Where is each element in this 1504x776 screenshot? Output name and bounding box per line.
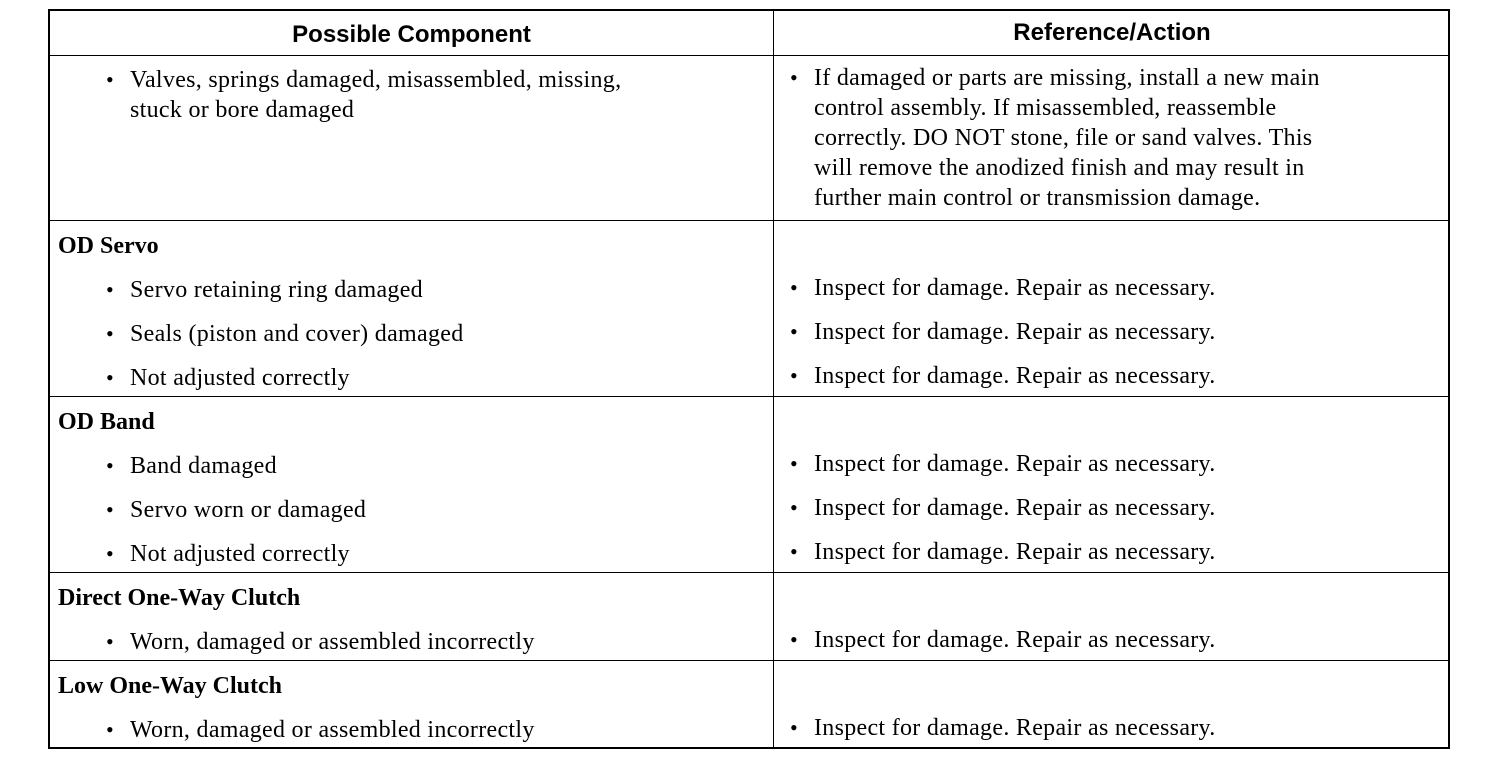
bullet-icon: • [106, 365, 114, 390]
od-servo-component-2: Seals (piston and cover) damaged [130, 321, 464, 347]
header-reference-action: Reference/Action [1013, 19, 1211, 46]
od-servo-component-3: Not adjusted correctly [130, 365, 350, 391]
bullet-icon: • [790, 495, 798, 520]
main-control-action-line-5: further main control or transmission damage. [814, 185, 1261, 211]
main-control-action-line-3: correctly. DO NOT stone, file or sand valves. This [814, 125, 1313, 151]
row-divider [50, 396, 1448, 397]
od-band-action-1: Inspect for damage. Repair as necessary. [814, 451, 1216, 477]
od-band-component-1: Band damaged [130, 453, 277, 479]
bullet-icon: • [106, 541, 114, 566]
direct-clutch-action-1: Inspect for damage. Repair as necessary. [814, 627, 1216, 653]
main-control-action-line-2: control assembly. If misassembled, reassemble [814, 95, 1277, 121]
od-band-action-3: Inspect for damage. Repair as necessary. [814, 539, 1216, 565]
od-servo-component-1: Servo retaining ring damaged [130, 277, 423, 303]
bullet-icon: • [790, 627, 798, 652]
row-divider [50, 660, 1448, 661]
row-divider [50, 220, 1448, 221]
od-servo-action-1: Inspect for damage. Repair as necessary. [814, 275, 1216, 301]
bullet-icon: • [790, 275, 798, 300]
column-divider [773, 11, 774, 747]
bullet-icon: • [790, 319, 798, 344]
header-possible-component: Possible Component [292, 21, 531, 48]
section-title-od-servo: OD Servo [58, 233, 159, 259]
direct-clutch-component-1: Worn, damaged or assembled incorrectly [130, 629, 535, 655]
row-divider [50, 572, 1448, 573]
od-servo-action-3: Inspect for damage. Repair as necessary. [814, 363, 1216, 389]
od-band-component-3: Not adjusted correctly [130, 541, 350, 567]
bullet-icon: • [790, 363, 798, 388]
bullet-icon: • [106, 321, 114, 346]
od-servo-action-2: Inspect for damage. Repair as necessary. [814, 319, 1216, 345]
bullet-icon: • [790, 65, 798, 90]
header-divider [50, 55, 1448, 56]
bullet-icon: • [106, 629, 114, 654]
low-clutch-component-1: Worn, damaged or assembled incorrectly [130, 717, 535, 743]
main-control-component-line-2: stuck or bore damaged [130, 97, 355, 123]
od-band-component-2: Servo worn or damaged [130, 497, 367, 523]
section-title-direct-one-way-clutch: Direct One-Way Clutch [58, 585, 301, 611]
main-control-component-line-1: Valves, springs damaged, misassembled, missing, [130, 67, 622, 93]
diagnostic-table [48, 9, 1450, 749]
od-band-action-2: Inspect for damage. Repair as necessary. [814, 495, 1216, 521]
bullet-icon: • [106, 277, 114, 302]
main-control-action-line-1: If damaged or parts are missing, install a new main [814, 65, 1320, 91]
bullet-icon: • [106, 497, 114, 522]
section-title-od-band: OD Band [58, 409, 155, 435]
bullet-icon: • [106, 717, 114, 742]
bullet-icon: • [790, 451, 798, 476]
bullet-icon: • [106, 453, 114, 478]
bullet-icon: • [106, 67, 114, 92]
bullet-icon: • [790, 539, 798, 564]
bullet-icon: • [790, 715, 798, 740]
low-clutch-action-1: Inspect for damage. Repair as necessary. [814, 715, 1216, 741]
main-control-action-line-4: will remove the anodized finish and may result in [814, 155, 1305, 181]
section-title-low-one-way-clutch: Low One-Way Clutch [58, 673, 283, 699]
